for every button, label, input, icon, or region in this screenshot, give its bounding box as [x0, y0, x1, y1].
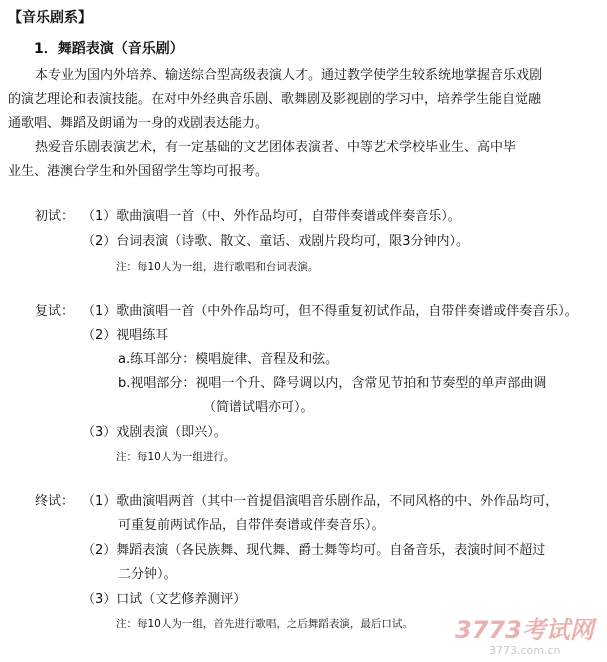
final-exam-item-3: （3）口试（文艺修养测评） — [82, 592, 247, 607]
second-exam-item-2a: a.练耳部分：模唱旋律、音程及和弦。 — [118, 352, 339, 367]
final-exam-label: 终试： — [35, 494, 75, 509]
intro-line-3: 通歌唱、舞蹈及朗诵为一身的戏剧表达能力。 — [8, 116, 269, 131]
final-exam-note: 注：每10人为一组，首先进行歌唱，之后舞蹈表演，最后口试。 — [116, 618, 413, 630]
final-exam-item-2: （2）舞蹈表演（各民族舞、现代舞、爵士舞等均可。自备音乐，表演时间不超过 — [82, 543, 546, 558]
watermark-url: 3773.com.cn — [489, 644, 561, 657]
subsection-title: 1．舞蹈表演（音乐剧） — [34, 41, 184, 57]
intro-line-5: 业生、港澳台学生和外国留学生等均可报考。 — [8, 164, 269, 179]
second-exam-item-3: （3）戏剧表演（即兴）。 — [82, 425, 227, 440]
final-exam-item-1: （1）歌曲演唱两首（其中一首提倡演唱音乐剧作品，不同风格的中、外作品均可， — [82, 494, 559, 509]
first-exam-label: 初试： — [35, 209, 75, 224]
second-exam-item-2: （2）视唱练耳 — [82, 328, 169, 343]
section-title: 【音乐剧系】 — [8, 10, 92, 26]
second-exam-note: 注：每10人为一组进行。 — [116, 451, 235, 463]
watermark-logo — [451, 612, 601, 658]
intro-line-1: 本专业为国内外培养、输送综合型高级表演人才。通过教学使学生较系统地掌握音乐戏剧 — [35, 68, 543, 83]
second-exam-item-2b-cont: （简谱试唱亦可）。 — [203, 400, 314, 415]
second-exam-item-2b: b.视唱部分：视唱一个升、降号调以内，含常见节拍和节奏型的单声部曲调 — [118, 376, 547, 391]
final-exam-item-2-cont: 二分钟）。 — [118, 567, 177, 582]
intro-line-2: 的演艺理论和表演技能。在对中外经典音乐剧、歌舞剧及影视剧的学习中，培养学生能自觉融 — [8, 92, 542, 107]
second-exam-item-1: （1）歌曲演唱一首（中外作品均可，但不得重复初试作品，自带伴奏谱或伴奏音乐）。 — [82, 304, 578, 319]
final-exam-item-1-cont: 可重复前两试作品，自带伴奏谱或伴奏音乐）。 — [118, 518, 385, 533]
intro-line-4: 热爱音乐剧表演艺术，有一定基础的文艺团体表演者、中等艺术学校毕业生、高中毕 — [35, 140, 517, 155]
first-exam-item-1: （1）歌曲演唱一首（中、外作品均可，自带伴奏谱或伴奏音乐）。 — [82, 209, 461, 224]
watermark-logo-graphic — [451, 612, 601, 658]
first-exam-item-2: （2）台词表演（诗歌、散文、童话、戏剧片段均可，限3分钟内）。 — [82, 234, 470, 249]
second-exam-label: 复试： — [35, 304, 75, 319]
first-exam-note: 注：每10人为一组，进行歌唱和台词表演。 — [116, 261, 319, 273]
watermark-logo-text: 3773考试网 — [455, 616, 594, 644]
